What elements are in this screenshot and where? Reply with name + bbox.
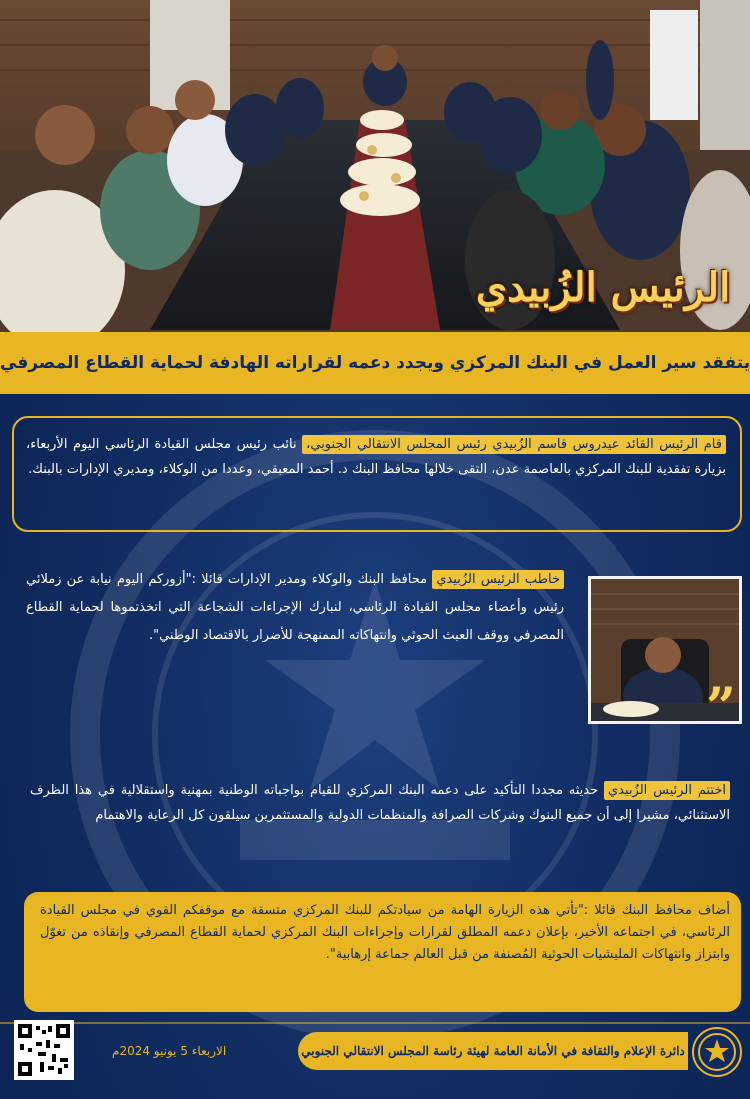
paragraph-3-body: حديثه مجددا التأكيد على دعمه البنك المركزي للقيام بواجباته الوطنية بمهنية واستقلالية في هذا الظرف الاستثنائي، مشيرا إلى أن جميع البنوك وشركات الصرافة والمنظمات الدولية والمستثمرين سيلقون كل الرعاية والاهتمام [30,783,730,823]
paragraph-4: أضاف محافظ البنك قائلا :"تأتي هذه الزيارة الهامة من سيادتكم للبنك المركزي متسقة مع موقفكم القوي في مجلس القيادة الرئاسي، في اجتماعه الأخير، بإعلان دعمه المطلق لقرارات وإجراءات البنك المركزي لحماية القطاع المصرفي وإنقاذه من تغوّل وابتزاز وانتهاكات المليشيات الحوثية المُصنفة من قبل العالم جماعة إرهابية". [40,903,730,962]
paragraph-2 [26,566,564,650]
paragraph-1-lead: قام الرئيس القائد عيدروس قاسم الزُبيدي رئيس المجلس الانتقالي الجنوبي، [302,435,726,454]
paragraph-1 [26,432,726,482]
organization-banner [298,1032,688,1070]
publish-date: الاربعاء 5 يونيو 2024م [112,1044,227,1058]
stamp-title: الرئيس الزُبيدي [475,264,731,311]
paragraph-1-body: نائب رئيس مجلس القيادة الرئاسي اليوم الأربعاء، بزيارة تفقدية للبنك المركزي بالعاصمة عدن، التقى خلالها محافظ البنك د. أحمد المعبقي، وعددا من الوكلاء، ومديري الإدارات بالبنك. [26,437,726,477]
headline-text: يتفقد سير العمل في البنك المركزي ويجدد دعمه لقراراته الهادفة لحماية القطاع المصرفي [0,353,750,373]
paragraph-2-body: محافظ البنك والوكلاء ومدير الإدارات قائلا :"أزوركم اليوم نيابة عن زملائي رئيس وأعضاء مجلس القيادة الرئاسي، لنبارك الإجراءات الشجاعة التي اتخذتموها لحماية القطاع المصرفي ووقف العبث الحوثي وانتهاكاته الممنهجة للأضرار بالاقتصاد الوطني". [26,572,564,643]
quote-mark-icon: ” [706,677,736,738]
qr-code-icon [14,1020,74,1080]
paragraph-3 [30,778,730,828]
footer-divider [0,1022,750,1024]
meeting-photo [0,0,750,332]
paragraph-2-lead: خاطب الرئيس الزُبيدي [432,570,564,589]
headline-bar [0,332,750,394]
council-emblem-icon [692,1027,742,1077]
paragraph-3-lead: اختتم الرئيس الزُبيدي [604,781,730,800]
organization-name: دائرة الإعلام والثقافة في الأمانة العامة لهيئة رئاسة المجلس الانتقالي الجنوبي [301,1044,685,1058]
